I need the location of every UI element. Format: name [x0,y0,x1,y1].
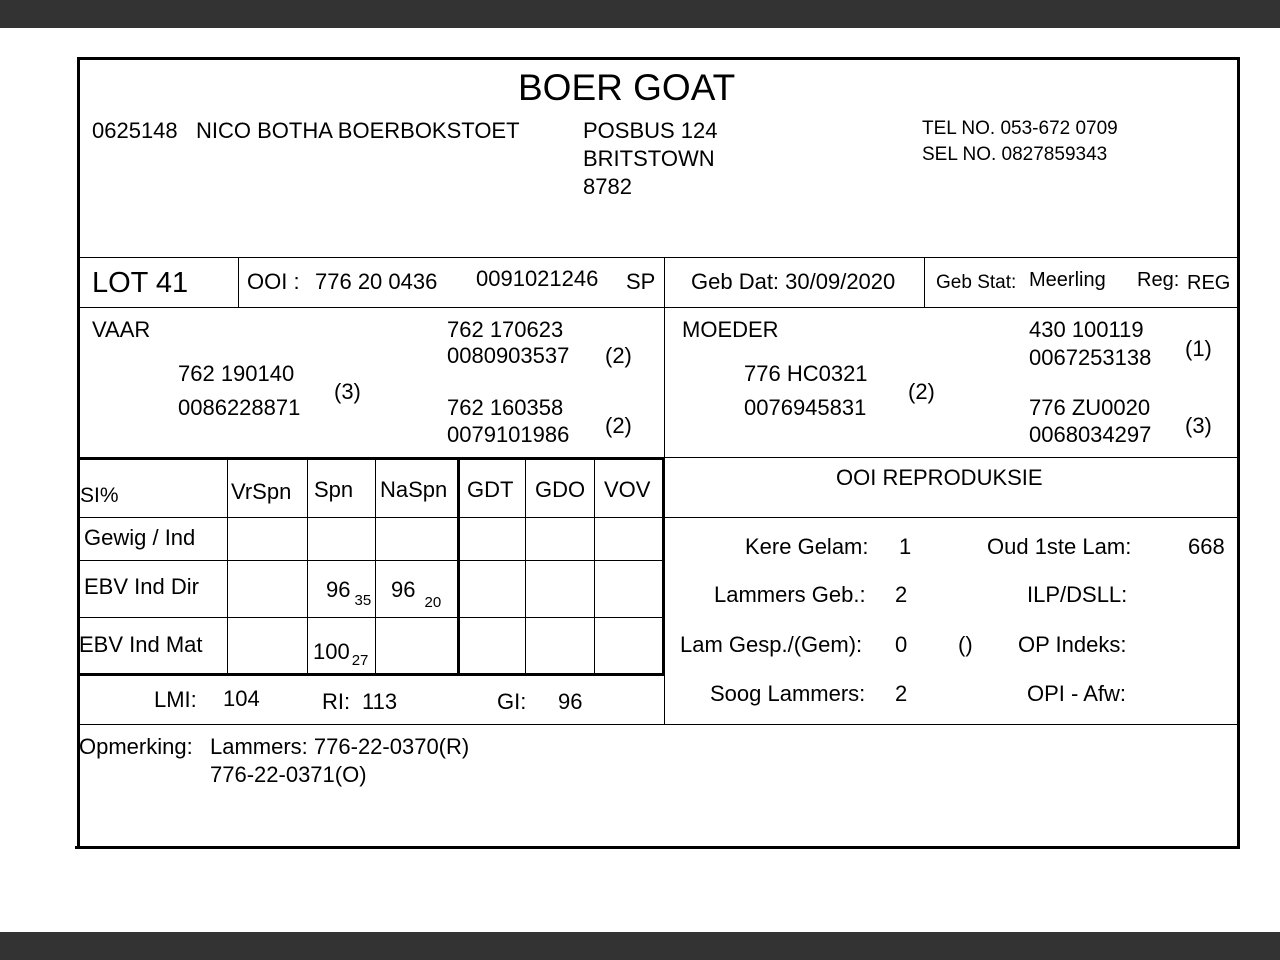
dam-dam-mark: (3) [1185,413,1212,438]
divider-remarks [80,724,1237,725]
dam-id: 776 HC0321 [744,361,868,386]
dam-dam-id: 776 ZU0020 [1029,395,1151,420]
ooi-reg-number: 0091021246 [476,266,599,291]
divider-lot-date [664,258,665,307]
sire-label: VAAR [92,317,151,342]
col-div-group [457,458,460,675]
top-dark-bar [0,0,1280,28]
ebv-dir-spn-value: 96 [326,577,351,602]
col-header-vrspn: VrSpn [231,479,292,504]
col-div-1 [227,458,228,675]
sire-dam-id: 762 160358 [447,395,564,420]
breeder-address-3: 8782 [583,174,632,199]
ebv-mat-spn-accuracy: 27 [351,652,369,669]
divider-table-header [80,517,1237,518]
dam-sire-reg: 0067253138 [1029,345,1152,370]
col-header-spn: Spn [314,477,354,502]
sire-dam-reg: 0079101986 [447,422,570,447]
gi-value: 96 [558,689,583,714]
lammers-geb-label: Lammers Geb.: [714,582,866,607]
divider-lot [80,307,1237,308]
col-div-5 [594,458,595,675]
lmi-value: 104 [223,686,260,711]
remarks-line-2: 776-22-0371(O) [210,762,367,787]
breeder-id: 0625148 [92,118,178,143]
breeder-address-1: POSBUS 124 [583,118,718,143]
oud-label: Oud 1ste Lam: [987,534,1132,559]
ilp-label: ILP/DSLL: [1027,582,1128,607]
col-div-2 [307,458,308,675]
ebv-dir-spn [326,577,372,609]
ooi-sp: SP [626,269,656,294]
ebv-dir-naspn-value: 96 [391,577,416,602]
ri-value: 113 [362,689,398,714]
ebv-mat-spn [313,639,369,669]
breeder-sel: SEL NO. 0827859343 [922,144,1108,165]
col-header-gdt: GDT [467,477,514,502]
birth-date: Geb Dat: 30/09/2020 [691,269,896,294]
opi-label: OPI - Afw: [1027,681,1127,706]
lam-gesp-value: 0 [895,632,908,657]
birth-status-label: Geb Stat: [936,272,1017,293]
birth-status: Meerling [1029,269,1106,291]
divider-row-2 [80,617,664,618]
remarks-line-1: Lammers: 776-22-0370(R) [210,734,470,759]
sire-sire-reg: 0080903537 [447,343,570,368]
ebv-dir-naspn [391,577,442,611]
breeder-tel: TEL NO. 053-672 0709 [922,118,1118,139]
lammers-geb-value: 2 [895,582,908,607]
sire-sire-id: 762 170623 [447,317,564,342]
ri-label: RI: [322,689,351,714]
col-header-vov: VOV [604,477,651,502]
gi-label: GI: [497,689,527,714]
divider-table-bottom [80,673,664,676]
col-div-table-right [662,458,665,675]
row-label-gewig: Gewig / Ind [84,525,196,550]
col-div-3 [375,458,376,675]
lot-number: LOT 41 [92,267,189,299]
sire-id: 762 190140 [178,361,295,386]
dam-sire-id: 430 100119 [1029,317,1144,342]
frame-left [77,57,80,849]
op-indeks-label: OP Indeks: [1018,632,1127,657]
sire-sire-mark: (2) [605,343,632,368]
breeder-name: NICO BOTHA BOERBOKSTOET [196,118,520,143]
bottom-dark-bar [0,932,1280,960]
sire-dam-mark: (2) [605,413,632,438]
divider-header [80,257,1237,258]
ebv-dir-naspn-accuracy: 20 [424,594,442,611]
row-label-ebv-dir: EBV Ind Dir [84,574,199,599]
frame-top [77,57,1240,60]
table-corner: SI% [80,484,119,507]
divider-lot-ooi [238,258,239,307]
soog-label: Soog Lammers: [710,681,866,706]
ooi-label: OOI : [247,269,300,294]
reproduction-title: OOI REPRODUKSIE [836,465,1043,490]
divider-table-top [80,457,664,460]
col-header-naspn: NaSpn [380,477,448,502]
dam-sire-mark: (1) [1185,336,1212,361]
breeder-address-2: BRITSTOWN [583,146,715,171]
reg-label: Reg: [1137,269,1180,291]
card-title: BOER GOAT [518,67,736,108]
kere-gelam-value: 1 [899,534,912,559]
ebv-dir-spn-accuracy: 35 [354,592,372,609]
dam-reg: 0076945831 [744,395,867,420]
oud-value: 668 [1188,534,1225,559]
sire-reg: 0086228871 [178,395,301,420]
dam-dam-reg: 0068034297 [1029,422,1152,447]
soog-value: 2 [895,681,908,706]
dam-label: MOEDER [682,317,779,342]
divider-date-status [924,258,925,307]
ebv-mat-spn-value: 100 [313,639,350,664]
row-label-ebv-mat: EBV Ind Mat [79,632,203,657]
sire-mark: (3) [334,379,361,404]
divider-row-1 [80,560,664,561]
col-div-4 [525,458,526,675]
remarks-label: Opmerking: [79,734,193,759]
dam-mark: (2) [908,379,935,404]
ooi-number: 776 20 0436 [315,269,438,294]
reg-value: REG [1187,272,1231,294]
lmi-label: LMI: [154,687,197,712]
lam-gesp-gem: () [958,632,973,657]
frame-bottom [75,846,1240,849]
frame-right [1237,57,1240,849]
kere-gelam-label: Kere Gelam: [745,534,869,559]
col-header-gdo: GDO [535,477,586,502]
lam-gesp-label: Lam Gesp./(Gem): [680,632,863,657]
